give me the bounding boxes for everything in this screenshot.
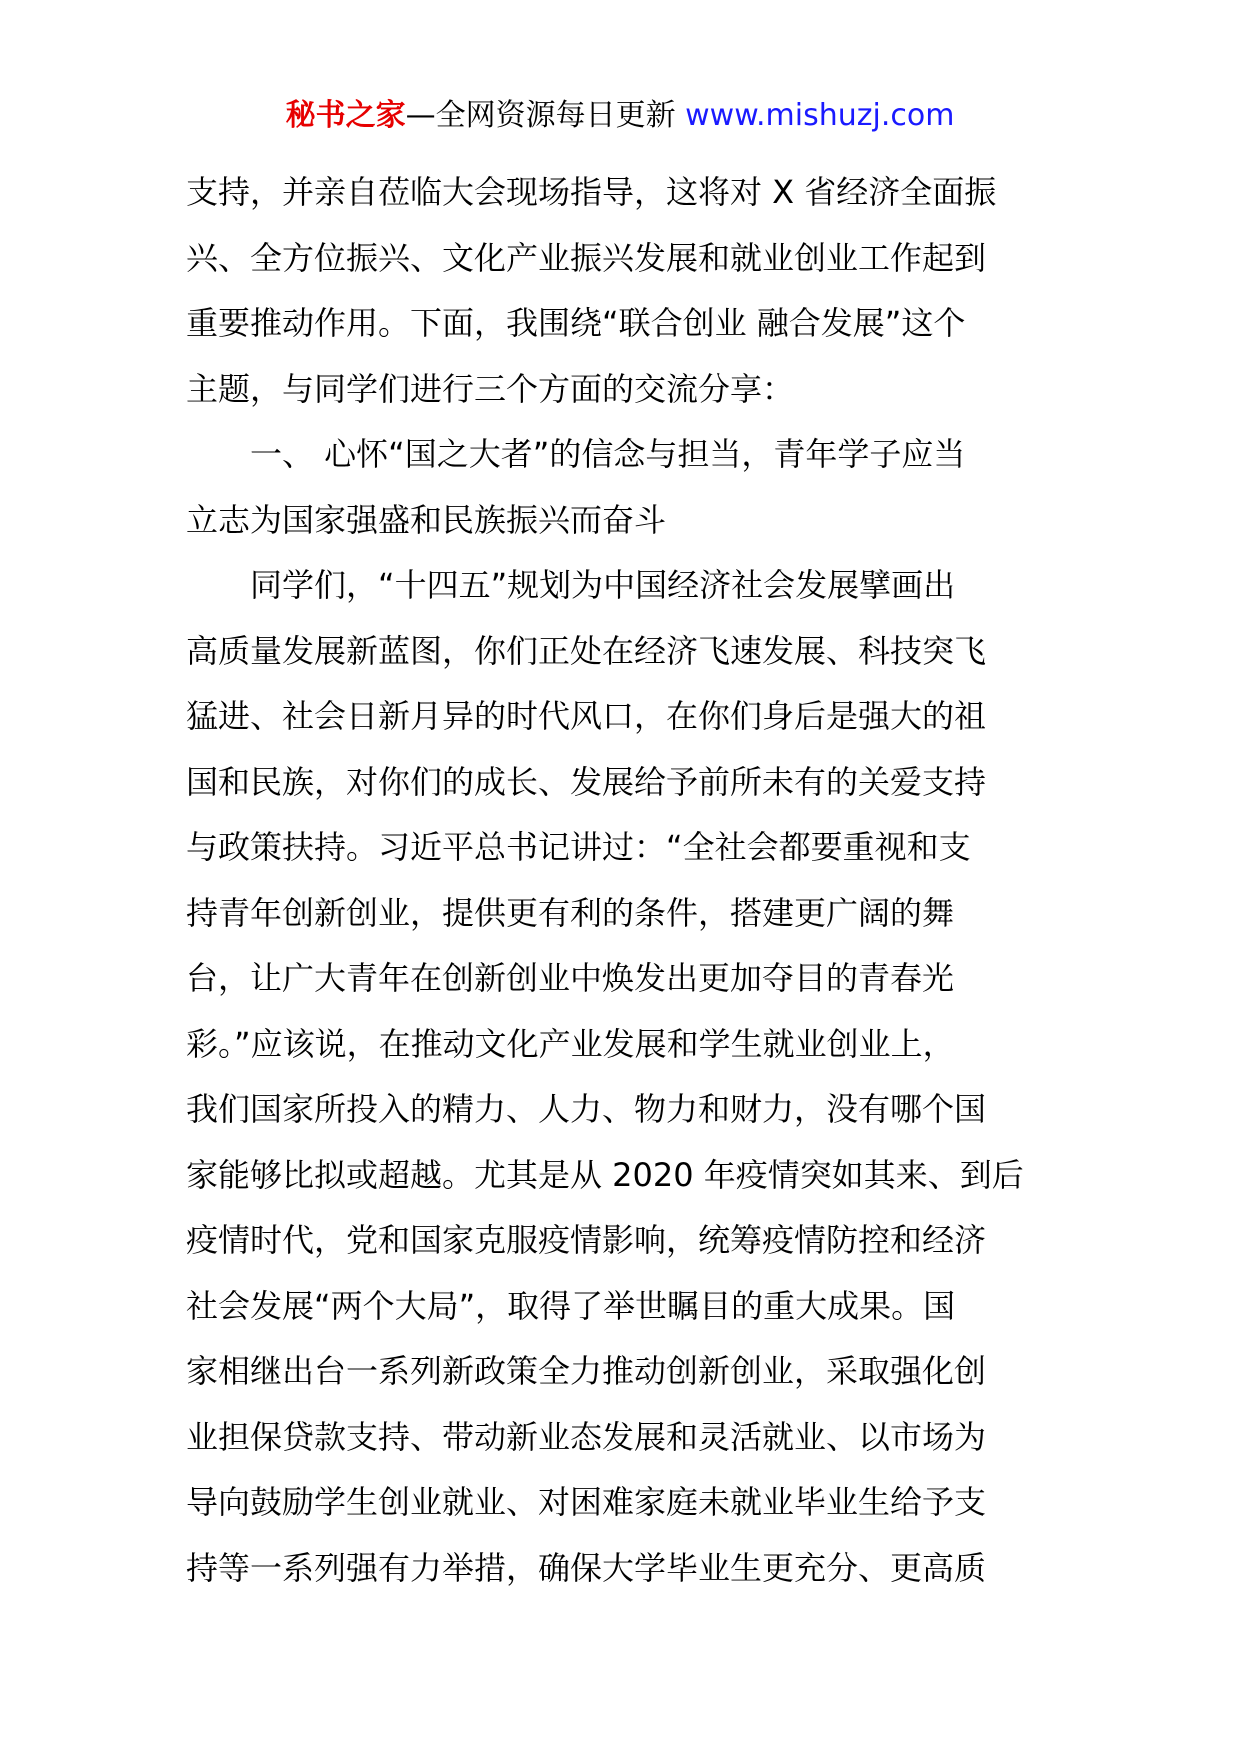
text-line: 导向鼓励学生创业就业、对困难家庭未就业毕业生给予支 bbox=[186, 1483, 987, 1521]
text-line: 台，让广大青年在创新创业中焕发出更加夺目的青春光 bbox=[186, 959, 955, 997]
text-line: 社会发展“两个大局”，取得了举世瞩目的重大成果。国 bbox=[186, 1286, 956, 1325]
text-line: 与政策扶持。习近平总书记讲过：“全社会都要重视和支 bbox=[186, 828, 971, 866]
text-line: 支持，并亲自莅临大会现场指导，这将对 X 省经济全面振 bbox=[186, 173, 997, 211]
text-line: 高质量发展新蓝图，你们正处在经济飞速发展、科技突飞 bbox=[186, 631, 987, 670]
header-url-link[interactable]: www.mishuzj.com bbox=[685, 98, 955, 133]
text-line: 业担保贷款支持、带动新业态发展和灵活就业、以市场为 bbox=[186, 1417, 987, 1456]
text-line: 兴、全方位振兴、文化产业振兴发展和就业创业工作起到 bbox=[186, 238, 987, 277]
text-line: 家能够比拟或超越。尤其是从 2020 年疫情突如其来、到后 bbox=[186, 1155, 1024, 1194]
section-heading-line: 立志为国家强盛和民族振兴而奋斗 bbox=[186, 500, 667, 539]
brand-name: 秘书之家 bbox=[285, 98, 406, 133]
text-line: 持等一系列强有力举措，确保大学毕业生更充分、更高质 bbox=[186, 1548, 987, 1587]
text-line: 国和民族，对你们的成长、发展给予前所未有的关爱支持 bbox=[186, 762, 987, 801]
text-line: 家相继出台一系列新政策全力推动创新创业，采取强化创 bbox=[186, 1352, 987, 1390]
page-header bbox=[0, 96, 1240, 136]
text-line: 重要推动作用。下面，我围绕“联合创业 融合发展”这个 bbox=[186, 304, 966, 342]
text-line: 彩。”应该说，在推动文化产业发展和学生就业创业上， bbox=[186, 1024, 955, 1063]
text-line: 我们国家所投入的精力、人力、物力和财力，没有哪个国 bbox=[186, 1090, 987, 1128]
text-line: 猛进、社会日新月异的时代风口，在你们身后是强大的祖 bbox=[186, 697, 987, 735]
text-line: 主题，与同学们进行三个方面的交流分享： bbox=[186, 369, 795, 408]
section-heading-line: 一、 心怀“国之大者”的信念与担当，青年学子应当 bbox=[250, 435, 966, 473]
text-line: 持青年创新创业，提供更有利的条件，搭建更广阔的舞 bbox=[186, 893, 955, 932]
header-tagline: —全网资源每日更新 bbox=[405, 98, 676, 133]
text-line: 同学们，“十四五”规划为中国经济社会发展擘画出 bbox=[250, 566, 956, 604]
document-body bbox=[186, 160, 1066, 1601]
text-line: 疫情时代，党和国家克服疫情影响，统筹疫情防控和经济 bbox=[186, 1221, 987, 1259]
